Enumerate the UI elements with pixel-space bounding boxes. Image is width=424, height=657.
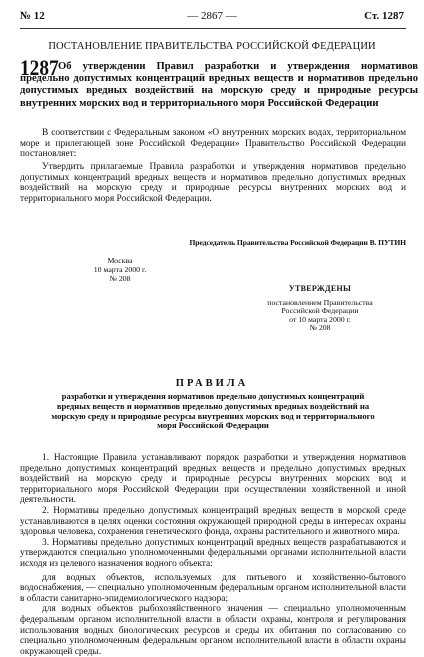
document-title	[20, 61, 418, 110]
approval-line-3: от 10 марта 2000 г.	[289, 314, 351, 324]
document-number: 1287	[20, 55, 59, 80]
government-heading: ПОСТАНОВЛЕНИЕ ПРАВИТЕЛЬСТВА РОССИЙСКОЙ ФЕДЕРАЦИИ	[48, 41, 376, 52]
paragraph-3: 3. Нормативы предельно допустимых концентраций вредных веществ разрабатываются и утверждаются специально уполномоченными федеральными органами исполнительной власти исходя из целевого назначения водного объекта:	[20, 537, 406, 569]
rules-subtitle: разработки и утверждения нормативов предельно допустимых концентраций вредных веществ и нормативов предельно допустимых вредных воздействий на морскую среду и природные ресурсы внутренних морских вод и территориального моря Российской Федерации	[51, 391, 375, 431]
decree-date: 10 марта 2000 г.	[93, 264, 147, 274]
preamble	[20, 128, 406, 160]
page-number: — 2867 —	[187, 10, 237, 22]
issue-number: № 12	[20, 10, 45, 22]
decree	[20, 162, 406, 204]
approval-block	[260, 285, 380, 333]
decree-number: № 208	[109, 273, 131, 283]
paragraph-4: для водных объектов, используемых для питьевого и хозяйственно-бытового водоснабжения, — специально уполномоченным федеральным органом исполнительной власти в области санитарно-эпидемиологического надзора;	[20, 572, 406, 604]
approval-line-2: Российской Федерации	[281, 306, 359, 316]
decree-text: Утвердить прилагаемые Правила разработки и утверждения нормативов предельно допустимых концентраций вредных веществ и нормативов предельно допустимых вредных воздействий на морскую среду и природные ресурсы внутренних морских вод и территориального моря Российской Федерации.	[20, 162, 406, 204]
paragraph-2: 2. Нормативы предельно допустимых концентраций вредных веществ в морской среде устанавливаются в целях оценки состояния окружающей природной среды в интересах охраны здоровья человека, сохранения генетического фонда, охраны растительного и животного мира.	[20, 505, 406, 538]
approval-line-1: постановлением Правительства	[267, 297, 373, 307]
approval-line-4: № 208	[309, 323, 331, 333]
header-rule	[20, 28, 406, 29]
approval-heading: УТВЕРЖДЕНЫ	[288, 284, 352, 293]
article-number: Ст. 1287	[364, 10, 404, 22]
paragraph-1: 1. Настоящие Правила устанавливают порядок разработки и утверждения нормативов предельно допустимых концентраций вредных веществ и предельно допустимых вредных воздействий на морскую среду и природные ресурсы внутренних морских вод и территориального моря Российской Федерации при осуществлении хозяйственной и иной деятельности.	[20, 453, 406, 506]
preamble-text: В соответствии с Федеральным законом «О внутренних морских водах, территориальном море и прилегающей зоне Российской Федерации» Правительство Российской Федерации постановляет:	[20, 128, 406, 160]
rules-title: ПРАВИЛА	[175, 378, 249, 389]
paragraph-5: для водных объектов рыбохозяйственного значения — специально уполномоченным федеральным органом исполнительной власти в области охраны, контроля и регулирования использования водных биологических ресурсов и среды их обитания по согласованию со специально уполномоченным федеральным органом исполнительной власти в области охраны окружающей среды.	[20, 604, 406, 657]
city: Москва	[107, 256, 133, 265]
rules-body	[20, 453, 406, 657]
signer: Председатель Правительства Российской Федерации В. ПУТИН	[189, 238, 406, 247]
document-title-text: Об утверждении Правил разработки и утверждения нормативов предельно допустимых концентраций вредных веществ и нормативов предельно допустимых вредных воздействий на морскую среду и природные ресурсы внутренних морских вод и территориального моря Российской Федерации	[20, 61, 418, 109]
place-date	[85, 257, 155, 283]
